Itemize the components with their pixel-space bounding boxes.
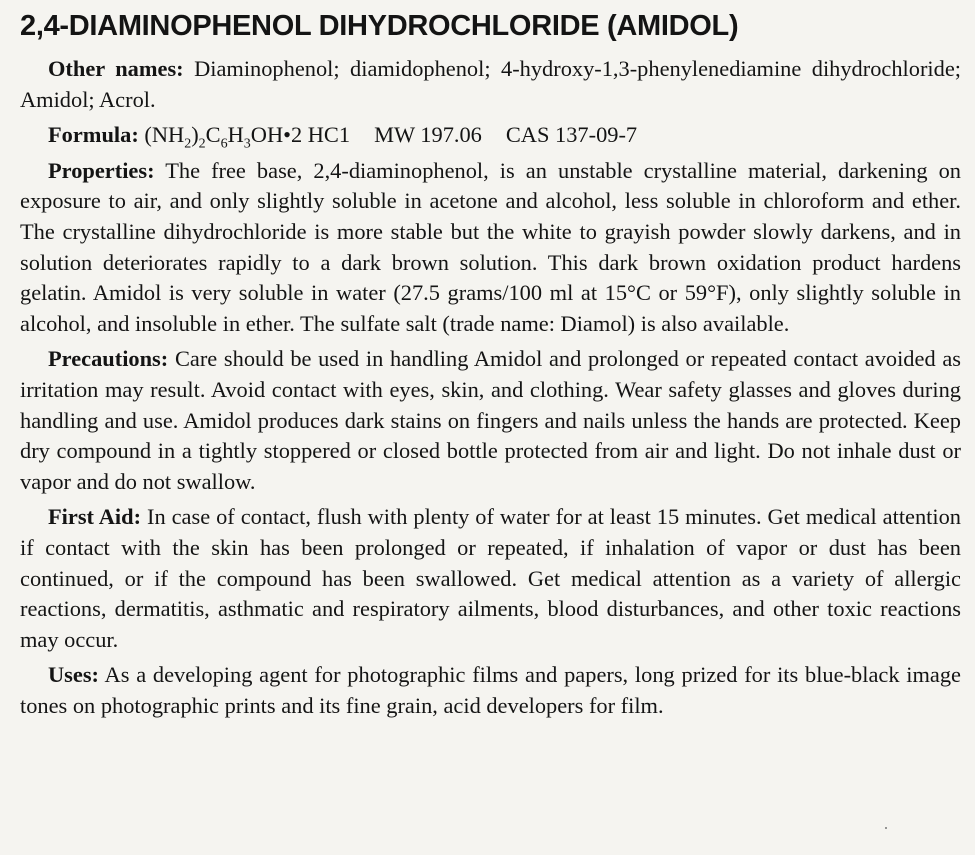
formula-part: OH•2 HC1 — [250, 122, 351, 148]
precautions-text: Care should be used in handling Amidol and prolonged or repeated contact avoided as irritation may result. Avoid contact with eyes, skin, and clothing. Wear safety glasses and gloves during handling and use. Amidol produces dark stains on fingers and nails unless the hands are protected. Keep dry compound in a tightly stoppered or closed bottle protected from air and light. Do not inhale dust or vapor and do not swallow. — [20, 346, 961, 494]
uses-text: As a developing agent for photographic films and papers, long prized for its blue-black image tones on photographic prints and its fine grain, acid developers for film. — [20, 662, 961, 718]
formula-subscript: 3 — [243, 136, 251, 152]
precautions-label: Precautions: — [48, 346, 169, 372]
formula-part: H — [227, 122, 244, 148]
other-names-label: Other names: — [48, 56, 184, 81]
cas-number: CAS 137-09-7 — [505, 122, 638, 148]
formula-subscript: 2 — [184, 136, 192, 152]
formula-part: (NH — [144, 122, 185, 148]
first-aid-paragraph — [20, 502, 961, 655]
chemical-formula — [144, 122, 351, 152]
uses-label: Uses: — [48, 662, 99, 688]
other-names-text: Diaminophenol; diamidophenol; 4-hydroxy-1,3-phenylenediamine dihydrochloride; Amidol; Acrol. — [20, 56, 961, 112]
formula-subscript: 6 — [220, 136, 228, 152]
first-aid-text: In case of contact, flush with plenty of water for at least 15 minutes. Get medical attention if contact with the skin has been prolonged or repeated, if inhalation of vapor or dust has been continued, or if the compound has been swallowed. Get medical attention as a variety of allergic reactions, dermatitis, asthmatic and respiratory ailments, blood disturbances, and other toxic reactions may occur. — [20, 504, 962, 652]
precautions-paragraph — [20, 344, 961, 497]
formula-paragraph — [20, 120, 961, 151]
print-speck — [885, 827, 887, 829]
properties-text: The free base, 2,4-diaminophenol, is an unstable crystalline material, darkening on exposure to air, and only slightly soluble in acetone and alcohol, less soluble in chloroform and ether. The crystalline dihydrochloride is more stable but the white to grayish powder slowly darkens, and in solution deteriorates rapidly to a dark brown solution. This dark brown oxidation product hardens gelatin. Amidol is very soluble in water (27.5 grams/100 ml at 15°C or 59°F), only slightly soluble in alcohol, and insoluble in ether. The sulfate salt (trade name: Diamol) is also available. — [20, 157, 961, 336]
document-title: 2,4-DIAMINOPHENOL DIHYDROCHLORIDE (AMIDOL) — [20, 10, 739, 42]
properties-label: Properties: — [48, 157, 155, 183]
formula-subscript: 2 — [198, 136, 206, 152]
molecular-weight: MW 197.06 — [374, 122, 482, 148]
first-aid-label: First Aid: — [48, 504, 142, 530]
other-names-paragraph — [20, 54, 961, 115]
formula-part: ) — [191, 122, 199, 148]
uses-paragraph — [20, 660, 961, 721]
formula-part: C — [205, 122, 221, 148]
properties-paragraph — [20, 156, 961, 340]
formula-label: Formula: — [48, 122, 139, 148]
